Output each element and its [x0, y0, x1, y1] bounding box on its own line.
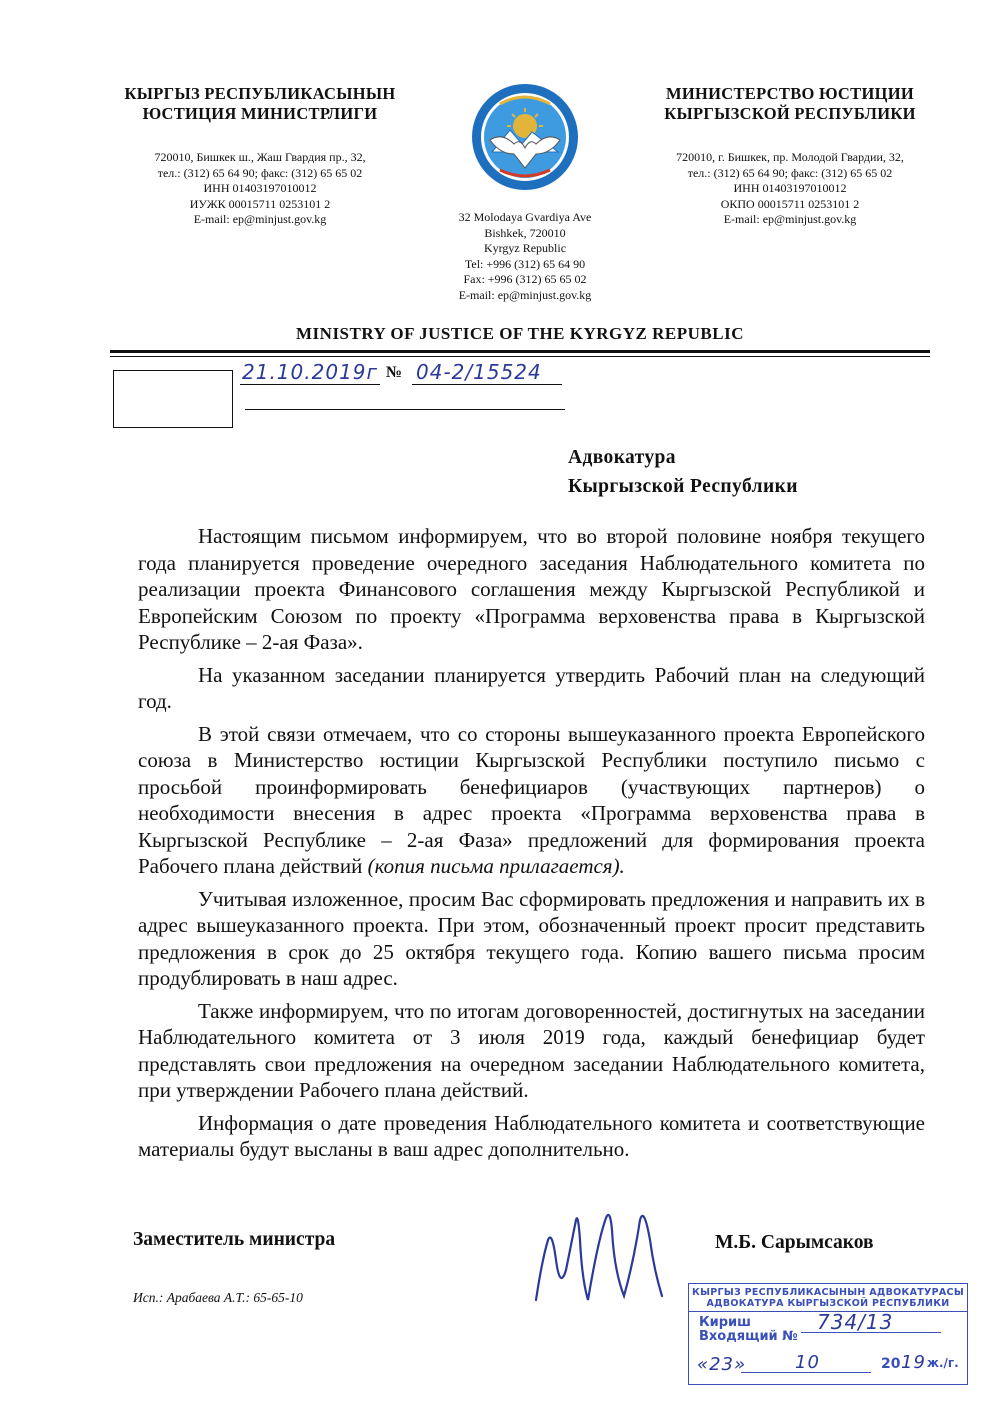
address-line: ИНН 01403197010012: [203, 181, 317, 195]
stamp-month: 10: [795, 1352, 820, 1373]
address-line: ИУЖК 00015711 0253101 2: [189, 196, 331, 211]
header-rule-thin: [110, 356, 930, 357]
paragraph-1: Настоящим письмом информируем, что во второй половине ноября текущего года планируется проведение очередного заседания Наблюдательного комитета по реализации проекта Финансового соглашения между Кыргызской Республикой и Европейским Союзом по проекту «Программа верховенства права в Кыргызской Республике – 2-ая Фаза».: [138, 524, 925, 654]
address-line: 720010, г. Бишкек, пр. Молодой Гвардии, 32,: [676, 150, 904, 164]
address-line: E-mail: ep@minjust.gov.kg: [723, 212, 857, 226]
address-line: тел.: (312) 65 64 90; факс: (312) 65 65 02: [687, 165, 893, 180]
header-left-address: [95, 150, 425, 228]
address-line: Tel: +996 (312) 65 64 90: [464, 256, 586, 271]
header-right: [625, 84, 955, 228]
number-sign: №: [386, 364, 403, 381]
address-line: E-mail: ep@minjust.gov.kg: [193, 212, 327, 226]
header-right-address: [625, 150, 955, 228]
address-line: ОКПО 00015711 0253101 2: [720, 196, 860, 211]
stamp-year-suffix: 19: [901, 1352, 926, 1373]
stamp-incoming-number: 734/13: [817, 1310, 894, 1334]
address-line: Kyrgyz Republic: [483, 241, 567, 255]
header-center-address: [420, 210, 630, 303]
paragraph-3-text: В этой связи отмечаем, что со стороны вышеуказанного проекта Европейского союза в Министерство юстиции Кыргызской Республики поступило письмо с просьбой проинформировать бенефициаров (участвующих партнеров) о необходимости внесения в адрес проекта «Программа верховенства права в Кыргызской Республике – 2-ая Фаза» предложений для формирования проекта Рабочего плана действий: [138, 721, 925, 878]
header-left-title-line1: КЫРГЫЗ РЕСПУБЛИКАСЫНЫН: [124, 84, 396, 103]
handwritten-date: 21.10.2019г: [242, 360, 379, 384]
header-rule-thick: [110, 350, 930, 353]
signatory-name: М.Б. Сарымсаков: [715, 1232, 874, 1253]
handwritten-number: 04-2/15524: [416, 360, 542, 384]
stamp-day: «23»: [697, 1354, 747, 1375]
incoming-registration-stamp: [688, 1283, 968, 1385]
stamp-year-unit: ж./г.: [927, 1356, 959, 1370]
paragraph-2: На указанном заседании планируется утвердить Рабочий план на следующий год.: [138, 662, 925, 713]
address-line: Bishkek, 720010: [484, 225, 566, 240]
paragraph-3: [138, 721, 925, 880]
date-field: [240, 360, 380, 385]
address-line: Fax: +996 (312) 65 65 02: [463, 272, 587, 286]
address-line: ИНН 01403197010012: [733, 181, 847, 195]
addressee: [568, 443, 928, 501]
ministry-title-en: MINISTRY OF JUSTICE OF THE KYRGYZ REPUBLIC: [296, 324, 744, 343]
handwritten-signature: [528, 1200, 668, 1310]
stamp-org-kg: КЫРГЫЗ РЕСПУБЛИКАСЫНЫН АДВОКАТУРАСЫ: [692, 1287, 964, 1298]
reference-underline: [245, 409, 565, 410]
number-field: [412, 360, 562, 385]
stamp-incoming-labels: [699, 1316, 798, 1344]
paragraph-3-attachment-note: (копия письма прилагается).: [367, 854, 625, 878]
letter-body: [138, 523, 925, 1169]
paragraph-6: Информация о дате проведения Наблюдательного комитета и соответствующие материалы будут высланы в ваш адрес дополнительно.: [138, 1110, 925, 1161]
executor-info: Исп.: Арабаева А.Т.: 65-65-10: [133, 1290, 303, 1305]
stamp-org-ru: АДВОКАТУРА КЫРГЫЗСКОЙ РЕСПУБЛИКИ: [689, 1298, 967, 1312]
addressee-line2: Кыргызской Республики: [568, 476, 798, 497]
stamp-year-prefix: 20: [881, 1356, 901, 1372]
address-line: E-mail: ep@minjust.gov.kg: [458, 287, 592, 302]
header-left-title-line2: ЮСТИЦИЯ МИНИСТРЛИГИ: [142, 104, 378, 123]
paragraph-4: Учитывая изложенное, просим Вас сформировать предложения и направить их в адрес вышеуказанного проекта. При этом, обозначенный проект просит представить предложения в срок до 25 октября текущего года. Копию вашего письма просим продублировать в наш адрес.: [138, 886, 925, 990]
kyrgyz-state-emblem-icon: [470, 82, 580, 192]
addressee-line1: Адвокатура: [568, 447, 676, 468]
stamp-incoming-label-ru: Входящий №: [699, 1329, 798, 1344]
address-line: 720010, Бишкек ш., Жаш Гвардия пр., 32,: [154, 150, 366, 164]
header-right-title-line1: МИНИСТЕРСТВО ЮСТИЦИИ: [665, 84, 914, 103]
stamp-incoming-label-kg: Кириш: [699, 1315, 751, 1330]
header-right-title-line2: КЫРГЫЗСКОЙ РЕСПУБЛИКИ: [664, 104, 916, 123]
paragraph-5: Также информируем, что по итогам договоренностей, достигнутых на заседании Наблюдательного комитета от 3 июля 2019 года, каждый бенефициар будет представлять свои предложения на очередном заседании Наблюдательного комитета, при утверждении Рабочего плана действий.: [138, 998, 925, 1102]
state-emblem: [470, 82, 580, 197]
signatory-position: Заместитель министра: [133, 1229, 336, 1250]
registration-box: [113, 370, 233, 428]
address-line: 32 Molodaya Gvardiya Ave: [458, 210, 592, 224]
address-line: тел.: (312) 65 64 90; факс: (312) 65 65 02: [157, 165, 363, 180]
header-left: [95, 84, 425, 228]
